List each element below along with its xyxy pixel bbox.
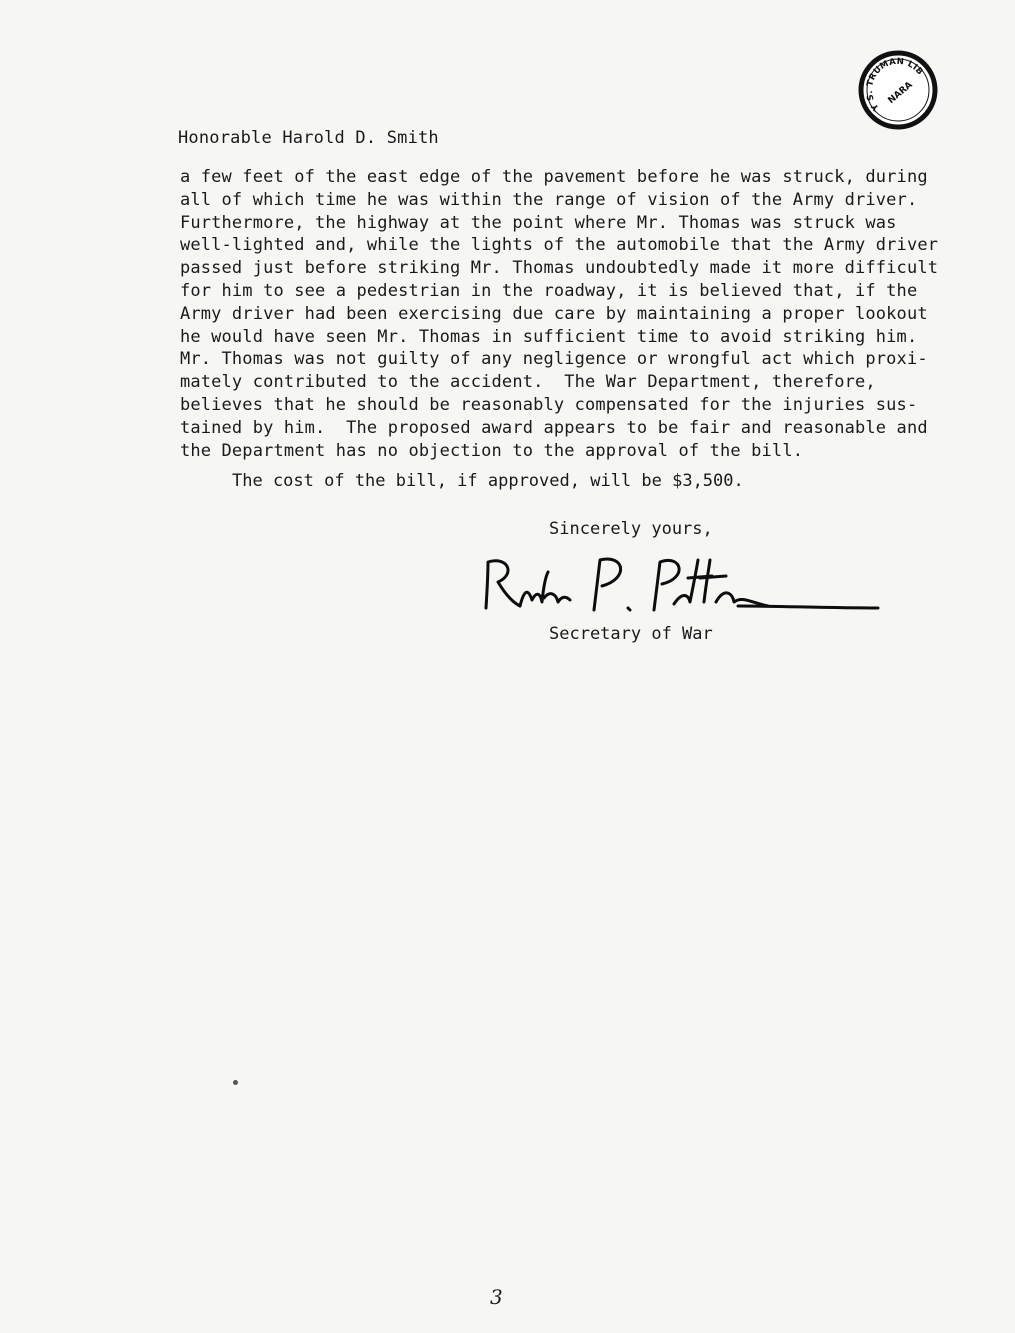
stamp-arc-text: HARRY S. TRUMAN LIBRARY (864, 56, 925, 113)
body-line: tained by him. The proposed award appears to be fair and reasonable and (180, 417, 928, 438)
body-line: all of which time he was within the range of vision of the Army driver. (180, 189, 918, 210)
body-line: the Department has no objection to the approval of the bill. (180, 440, 804, 461)
body-line: for him to see a pedestrian in the roadway, it is believed that, if the (180, 280, 918, 301)
body-line: well-lighted and, while the lights of the automobile that the Army driver (180, 235, 939, 256)
letter-body (180, 166, 938, 462)
paper-speck (233, 1080, 238, 1085)
page-number: 3 (490, 1285, 503, 1309)
body-line: Army driver had been exercising due care by maintaining a proper lookout (180, 303, 928, 324)
stamp-center-text: NARA (886, 80, 915, 107)
body-line: Furthermore, the highway at the point where Mr. Thomas was struck was (180, 212, 897, 233)
body-line: mately contributed to the accident. The War Department, therefore, (180, 372, 876, 393)
letter-closing: Sincerely yours, (549, 519, 713, 539)
letter-salutation: Honorable Harold D. Smith (178, 128, 439, 148)
body-line: a few feet of the east edge of the pavement before he was struck, during (180, 167, 928, 187)
body-line: passed just before striking Mr. Thomas undoubtedly made it more difficult (180, 258, 939, 279)
body-line: Mr. Thomas was not guilty of any negligence or wrongful act which proxi- (180, 349, 928, 370)
handwritten-signature (478, 552, 883, 622)
body-line: believes that he should be reasonably compensated for the injuries sus- (180, 394, 918, 415)
signer-title: Secretary of War (549, 624, 713, 644)
truman-library-stamp (858, 50, 938, 130)
cost-statement: The cost of the bill, if approved, will be $3,500. (232, 471, 744, 491)
body-line: he would have seen Mr. Thomas in sufficient time to avoid striking him. (180, 326, 918, 347)
